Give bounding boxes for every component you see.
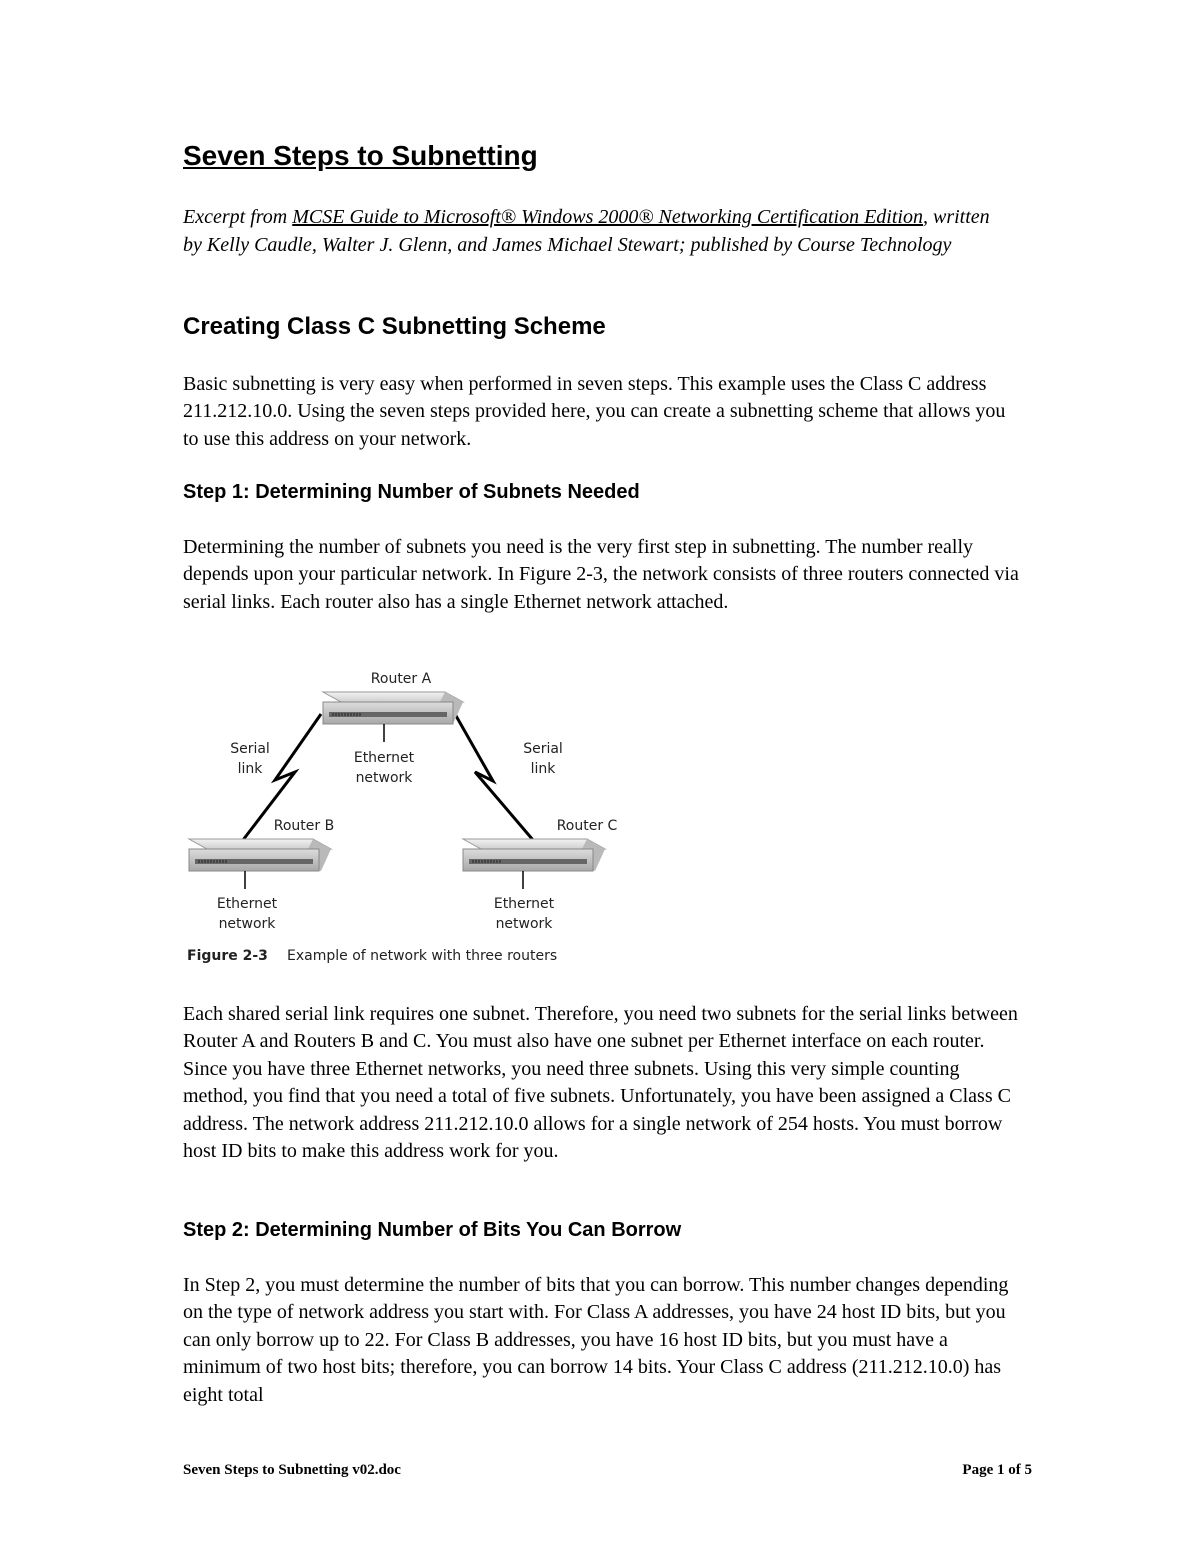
serial-link-right-label-line2: link	[530, 761, 556, 777]
document-title: Seven Steps to Subnetting	[183, 140, 538, 171]
ethernet-b-label-line1: Ethernet	[216, 896, 278, 912]
serial-link-left-label-line2: link	[237, 761, 263, 777]
excerpt-citation	[183, 203, 1013, 259]
step2-paragraph-1: In Step 2, you must determine the number of bits that you can borrow. This number changes depending on the type of network address you start with. For Class A addresses, you have 24 host ID bits, but you can only borrow up to 22. For Class B addresses, you have 16 host ID bits, but you must have a minimum of two host bits; therefore, you can borrow 14 bits. Your Class C address (211.212.10.0) has eight total	[183, 1274, 1009, 1406]
ethernet-c-label-line2: network	[495, 916, 553, 932]
ethernet-a-label-line2: network	[355, 770, 413, 786]
footer-filename: Seven Steps to Subnetting v02.doc	[183, 1462, 401, 1478]
router-b-label: Router B	[273, 818, 335, 834]
router-c-device	[463, 839, 605, 889]
intro-paragraph: Basic subnetting is very easy when performed in seven steps. This example uses the Class C address 211.212.10.0. Using the seven steps provided here, you can create a subnetting scheme that allows you to use this address on your network.	[183, 373, 1006, 450]
ethernet-c-label-line1: Ethernet	[493, 896, 555, 912]
figure-caption-text: Example of network with three routers	[287, 948, 558, 964]
router-a-label: Router A	[370, 671, 432, 687]
excerpt-suffix: , written by Kelly Caudle, Walter J. Glenn, and James Michael Stewart; published by Course Technology	[183, 206, 990, 256]
section-heading: Creating Class C Subnetting Scheme	[183, 313, 606, 340]
serial-link-right-line	[455, 714, 533, 840]
step1-paragraph-2: Each shared serial link requires one subnet. Therefore, you need two subnets for the serial links between Router A and Routers B and C. You must also have one subnet per Ethernet interface on each router. Since you have three Ethernet networks, you need three subnets. Using this very simple counting method, you find that you need a total of five subnets. Unfortunately, you have been assigned a Class C address. The network address 211.212.10.0 allows for a single network of 254 hosts. You must borrow host ID bits to make this address work for you.	[183, 1003, 1018, 1163]
network-diagram-figure	[183, 664, 643, 969]
ethernet-b-label-line2: network	[218, 916, 276, 932]
router-a-device	[323, 692, 463, 742]
step1-heading: Step 1: Determining Number of Subnets Needed	[183, 481, 640, 503]
step2-heading: Step 2: Determining Number of Bits You Can Borrow	[183, 1219, 682, 1241]
book-title: MCSE Guide to Microsoft® Windows 2000® Networking Certification Edition	[292, 206, 923, 228]
serial-link-left-label-line1: Serial	[230, 741, 270, 757]
network-diagram	[183, 664, 643, 969]
router-b-device	[189, 839, 331, 889]
excerpt-prefix: Excerpt from	[183, 206, 293, 228]
step1-paragraph-1: Determining the number of subnets you need is the very first step in subnetting. The number really depends upon your particular network. In Figure 2-3, the network consists of three routers connected via serial links. Each router also has a single Ethernet network attached.	[183, 536, 1019, 613]
footer-page-number: Page 1 of 5	[962, 1462, 1032, 1478]
router-c-label: Router C	[556, 818, 618, 834]
serial-link-right-label-line1: Serial	[523, 741, 563, 757]
figure-caption-label: Figure 2-3	[187, 948, 268, 964]
ethernet-a-label-line1: Ethernet	[353, 750, 415, 766]
